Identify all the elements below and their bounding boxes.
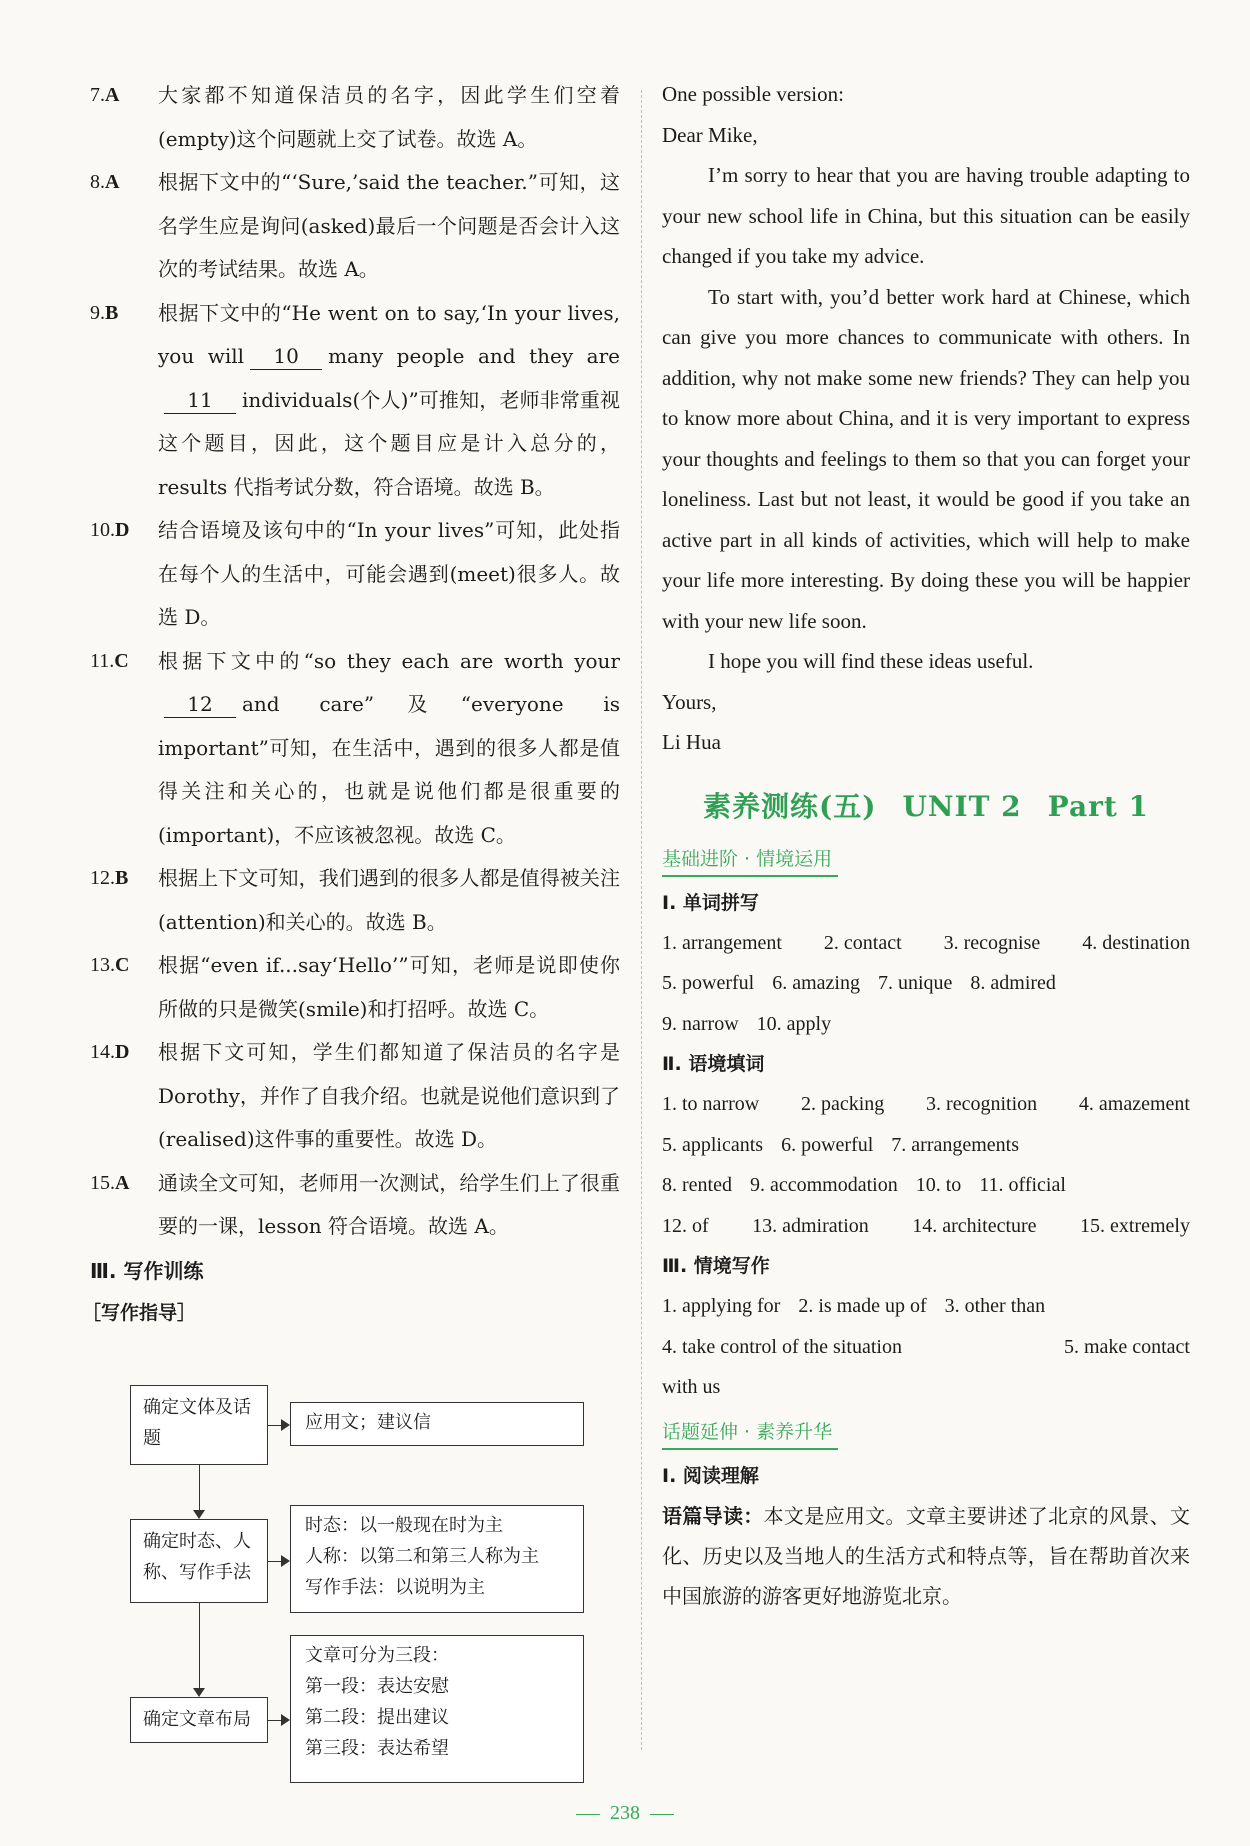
spelling-heading: Ⅰ. 单词拼写 xyxy=(662,891,759,914)
letter-paragraph-3: I hope you will find these ideas useful. xyxy=(708,649,1034,673)
situational-line-3: with us xyxy=(662,1376,721,1398)
answer-7: 7.A 大家都不知道保洁员的名字，因此学生们空着(empty)这个问题就上交了试卷。故选 A。 xyxy=(90,83,620,151)
reading-guide-text: 本文是应用文。文章主要讲述了北京的风景、文化、历史以及当地人的生活方式和特点等，旨在帮助首次来中国旅游的游客更好地游览北京。 xyxy=(662,1503,1191,1608)
spelling-line-2: 5. powerful 6. amazing 7. unique 8. admired xyxy=(662,972,1056,994)
flow-result-genre: 应用文；建议信 xyxy=(290,1402,584,1446)
page-number: 238 xyxy=(0,1802,1250,1825)
column-divider xyxy=(641,90,642,1750)
letter-signature: Li Hua xyxy=(662,730,721,754)
subsection-extension: 话题延伸 · 素养升华 xyxy=(662,1416,838,1450)
section-writing-heading: Ⅲ. 写作训练 xyxy=(90,1258,204,1283)
context-fill-heading: Ⅱ. 语境填词 xyxy=(662,1053,765,1075)
answer-10: 10.D 结合语境及该句中的“In your lives”可知，此处指在每个人的生活中，可能会遇到(meet)很多人。故选 D。 xyxy=(90,518,620,629)
spelling-line-1: 1. arrangement 2. contact 3. recognise 4. destination xyxy=(662,931,1190,954)
subsection-basic: 基础进阶 · 情境运用 xyxy=(662,843,838,877)
answer-8: 8.A 根据下文中的“‘Sure,’said the teacher.”可知，这名学生应是询问(asked)最后一个问题是否会计入这次的考试结果。故选 A。 xyxy=(90,170,620,281)
writing-guide-label: ［写作指导］ xyxy=(82,1301,197,1324)
situational-line-1: 1. applying for 2. is made up of 3. other than xyxy=(662,1295,1046,1317)
situational-line-2: 4. take control of the situation 5. make contact xyxy=(662,1335,1190,1358)
sample-letter xyxy=(662,74,1190,763)
spelling-line-3: 9. narrow 10. apply xyxy=(662,1012,832,1035)
flow-step-layout: 确定文章布局 xyxy=(130,1697,268,1743)
reading-heading: Ⅰ. 阅读理解 xyxy=(662,1464,759,1487)
context-line-2: 5. applicants 6. powerful 7. arrangements xyxy=(662,1133,1020,1156)
flow-result-layout: 文章可分为三段： 第一段：表达安慰 第二段：提出建议 第三段：表达希望 xyxy=(290,1635,584,1783)
letter-intro: One possible version: xyxy=(662,82,844,106)
answer-14: 14.D 根据下文可知，学生们都知道了保洁员的名字是 Dorothy，并作了自我介绍。也就是说他们意识到了(realised)这件事的重要性。故选 D。 xyxy=(90,1040,620,1151)
answer-9: 9.B 根据下文中的“He went on to say,‘In your lives, you will 10 many people and they are11 individuals(个人)”可推知，老师非常重视这个题目，因此，这个题目应是计入总分的，results 代指考试分数，符合语境。故选 B。 xyxy=(90,300,620,499)
letter-closing: Yours, xyxy=(662,689,717,714)
answer-13: 13.C 根据“even if...say‘Hello’”可知，老师是说即使你所做的只是微笑(smile)和打招呼。故选 C。 xyxy=(90,953,620,1021)
reading-guide xyxy=(662,1496,1190,1616)
context-line-4: 12. of 13. admiration 14. architecture 15. extremely xyxy=(662,1214,1190,1237)
letter-paragraph-1: I’m sorry to hear that you are having trouble adapting to your new school life in China, but this situation can be easily changed if you take my advice. xyxy=(662,163,1190,268)
blank-10: 10 xyxy=(250,343,322,370)
right-column xyxy=(662,74,1190,1616)
flow-step-genre: 确定文体及话题 xyxy=(130,1385,268,1465)
reading-guide-label: 语篇导读： xyxy=(662,1503,764,1528)
answer-11: 11.C 根据下文中的“so they each are worth your12 and care”及“everyone is important”可知，在生活中，遇到的很多人都是值得关注和关心的，也就是说他们都是很重要的(important)，不应该被忽视。故选 C。 xyxy=(90,648,620,847)
flow-result-tense: 时态：以一般现在时为主 人称：以第二和第三人称为主 写作手法：以说明为主 xyxy=(290,1505,584,1613)
flow-step-tense: 确定时态、人称、写作手法 xyxy=(130,1519,268,1603)
situational-writing-heading: Ⅲ. 情境写作 xyxy=(662,1255,770,1277)
letter-paragraph-2: To start with, you’d better work hard at Chinese, which can give you more chances to communicate with others. In addition, why not make some new friends? They can help you to know more about China, and it is very important to express your thoughts and feelings to them so that you can forget your loneliness. Last but not least, it would be good if you take an active part in all kinds of activities, which will help to make your life more interesting. By doing these you will be happier with your new life soon. xyxy=(662,284,1190,633)
answer-15: 15.A 通读全文可知，老师用一次测试，给学生们上了很重要的一课，lesson 符合语境。故选 A。 xyxy=(90,1170,620,1238)
blank-11: 11 xyxy=(164,387,236,414)
blank-12: 12 xyxy=(164,691,236,718)
letter-greeting: Dear Mike, xyxy=(662,122,758,147)
left-column xyxy=(82,74,620,1333)
context-line-1: 1. to narrow 2. packing 3. recognition 4. amazement xyxy=(662,1093,1190,1115)
writing-flowchart xyxy=(130,1385,600,1825)
part-title: 素养测练(五) UNIT 2 Part 1 xyxy=(702,789,1150,823)
context-line-3: 8. rented 9. accommodation 10. to 11. official xyxy=(662,1174,1066,1196)
answer-12: 12.B 根据上下文可知，我们遇到的很多人都是值得被关注(attention)和关心的。故选 B。 xyxy=(90,866,620,934)
